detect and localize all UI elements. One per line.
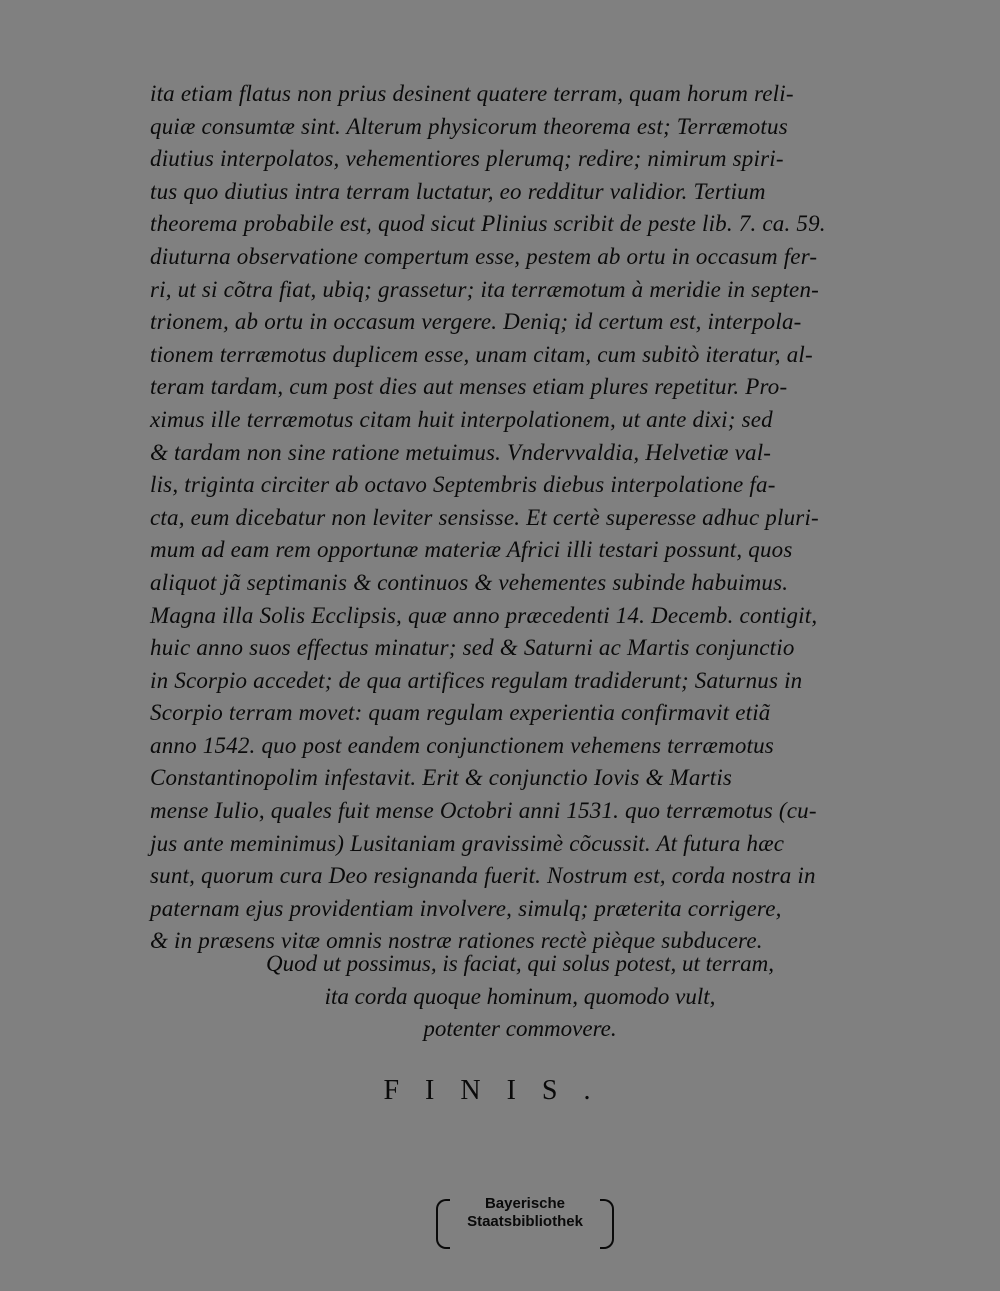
text-line: tionem terræmotus duplicem esse, unam citam, cum subitò iteratur, al- bbox=[150, 341, 813, 367]
text-line: & in præsens vitæ omnis nostræ rationes rectè pièque subducere. bbox=[150, 928, 763, 954]
text-line: in Scorpio accedet; de qua artifices regulam tradiderunt; Saturnus in bbox=[150, 667, 803, 693]
main-text-block bbox=[150, 78, 890, 958]
closing-line: ita corda quoque hominum, quomodo vult, bbox=[324, 983, 716, 1009]
text-line: paternam ejus providentiam involvere, simulq; præterita corrigere, bbox=[150, 895, 782, 921]
text-line: ita etiam flatus non prius desinent quatere terram, quam horum reli- bbox=[150, 81, 794, 106]
text-line: sunt, quorum cura Deo resignanda fuerit. Nostrum est, corda nostra in bbox=[150, 863, 816, 889]
text-line: Magna illa Solis Ecclipsis, quæ anno præcedenti 14. Decemb. contigit, bbox=[150, 602, 818, 628]
closing-prayer bbox=[150, 948, 890, 1046]
text-line: ri, ut si cõtra fiat, ubiq; grassetur; ita terræmotum à meridie in septen- bbox=[150, 276, 819, 302]
text-line: diutius interpolatos, vehementiores plerumq; redire; nimirum spiri- bbox=[150, 146, 784, 172]
text-line: huic anno suos effectus minatur; sed & Saturni ac Martis conjunctio bbox=[150, 635, 795, 661]
text-line: Scorpio terram movet: quam regulam experientia confirmavit etiã bbox=[150, 700, 771, 726]
text-line: aliquot jã septimanis & continuos & vehementes subinde habuimus. bbox=[150, 569, 789, 595]
text-line: lis, triginta circiter ab octavo Septembris diebus interpolatione fa- bbox=[150, 472, 776, 498]
text-line: mum ad eam rem opportunæ materiæ Africi illi testari possunt, quos bbox=[150, 537, 793, 563]
text-line: tus quo diutius intra terram luctatur, eo redditur validior. Tertium bbox=[150, 178, 766, 204]
text-line: anno 1542. quo post eandem conjunctionem vehemens terræmotus bbox=[150, 732, 774, 758]
text-line: & tardam non sine ratione metuimus. Vndervvaldia, Helvetiæ val- bbox=[150, 439, 772, 465]
finis-heading: FINIS. bbox=[383, 1075, 617, 1106]
text-line: mense Iulio, quales fuit mense Octobri anni 1531. quo terræmotus (cu- bbox=[150, 798, 817, 824]
library-stamp bbox=[436, 1195, 614, 1249]
text-line: diuturna observatione compertum esse, pestem ab ortu in occasum fer- bbox=[150, 243, 818, 269]
stamp-left-bracket bbox=[436, 1199, 450, 1249]
text-line: quiæ consumtæ sint. Alterum physicorum theorema est; Terræmotus bbox=[150, 113, 788, 139]
text-line: cta, eum dicebatur non leviter sensisse. Et certè superesse adhuc pluri- bbox=[150, 504, 819, 530]
text-line: jus ante meminimus) Lusitaniam gravissimè cõcussit. At futura hæc bbox=[150, 830, 785, 856]
text-line: Constantinopolim infestavit. Erit & conjunctio Iovis & Martis bbox=[150, 765, 733, 791]
text-line: ximus ille terræmotus citam huit interpolationem, ut ante dixi; sed bbox=[150, 406, 773, 432]
closing-line: potenter commovere. bbox=[423, 1016, 617, 1042]
text-line: teram tardam, cum post dies aut menses etiam plures repetitur. Pro- bbox=[150, 374, 788, 400]
text-line: theorema probabile est, quod sicut Plinius scribit de peste lib. 7. ca. 59. bbox=[150, 211, 826, 237]
text-line: trionem, ab ortu in occasum vergere. Deniq; id certum est, interpola- bbox=[150, 309, 802, 335]
stamp-right-bracket bbox=[600, 1199, 614, 1249]
stamp-line-1: Bayerische bbox=[484, 1195, 566, 1212]
stamp-line-2: Staatsbibliothek bbox=[467, 1213, 583, 1230]
closing-line: Quod ut possimus, is faciat, qui solus potest, ut terram, bbox=[266, 951, 774, 976]
